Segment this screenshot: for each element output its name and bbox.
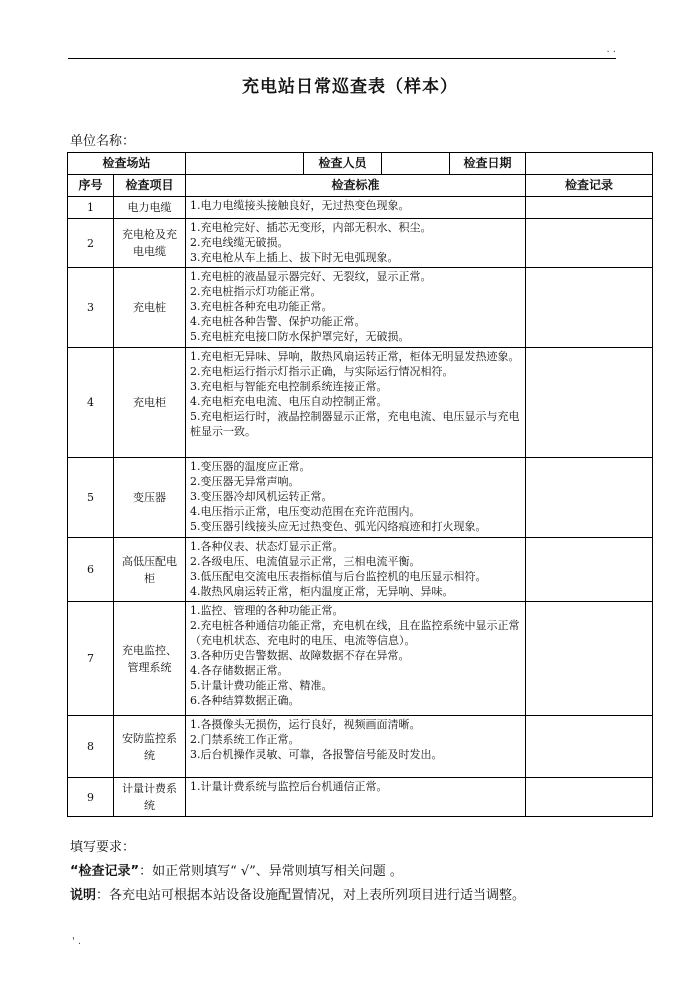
row-number: 1 (68, 197, 114, 219)
row-standards (186, 458, 526, 538)
standard-line: 4.各存储数据正常。 (190, 664, 289, 677)
row-number: 8 (68, 716, 114, 778)
standard-line: 3.各种历史告警数据、故障数据不存在异常。 (190, 649, 410, 662)
row-item: 计量计费系统 (114, 778, 186, 817)
row-number: 5 (68, 458, 114, 538)
row-number: 9 (68, 778, 114, 817)
row-standards (186, 197, 526, 219)
date-value-cell[interactable] (526, 153, 653, 175)
table-row (68, 716, 653, 778)
header-record: 检查记录 (526, 175, 653, 197)
row-standards (186, 538, 526, 602)
table-row (68, 197, 653, 219)
row-standards (186, 602, 526, 716)
header-standard: 检查标准 (186, 175, 526, 197)
record-text: ：如正常则填写“ √”、异常则填写相关问题 。 (139, 864, 403, 879)
inspector-value-cell[interactable] (382, 153, 450, 175)
row-record-cell[interactable] (526, 602, 653, 716)
standard-line: 2.门禁系统工作正常。 (190, 733, 300, 746)
row-number: 2 (68, 219, 114, 268)
header-row (68, 175, 653, 197)
page-title: 充电站日常巡查表（样本） (242, 77, 458, 97)
table-row (68, 458, 653, 538)
standard-line: 5.充电柜运行时，液晶控制器显示正常，充电电流、电压显示与充电桩显示一致。 (190, 410, 520, 438)
row-item: 高低压配电柜 (114, 538, 186, 602)
standard-line: 3.充电枪从车上插上、拔下时无电弧现象。 (190, 251, 399, 264)
standard-line: 3.充电桩各种充电功能正常。 (190, 300, 333, 313)
header-rule (68, 58, 616, 59)
standard-line: 1.监控、管理的各种功能正常。 (190, 604, 344, 617)
standard-line: 4.散热风扇运转正常，柜内温度正常，无异响、异味。 (190, 585, 454, 598)
row-standards (186, 348, 526, 458)
standard-line: 1.各种仪表、状态灯显示正常。 (190, 540, 344, 553)
table-row (68, 348, 653, 458)
site-label: 检查场站 (68, 153, 186, 175)
footer-explanation (70, 884, 525, 903)
inspection-table (67, 152, 653, 817)
table-row (68, 778, 653, 817)
standard-line: 1.充电桩的液晶显示器完好、无裂纹，显示正常。 (190, 270, 432, 283)
row-standards (186, 716, 526, 778)
row-item: 充电枪及充电电缆 (114, 219, 186, 268)
standard-line: 1.计量计费系统与监控后台机通信正常。 (190, 780, 388, 793)
standard-line: 1.各摄像头无损伤，运行良好，视频画面清晰。 (190, 718, 421, 731)
date-label: 检查日期 (450, 153, 526, 175)
note-label: 说明 (70, 888, 97, 903)
standard-line: 5.充电桩充电接口防水保护罩完好，无破损。 (190, 330, 410, 343)
standard-line: 2.充电柜运行指示灯指示正确，与实际运行情况相符。 (190, 365, 454, 378)
row-number: 4 (68, 348, 114, 458)
standard-line: 1.充电柜无异味、异响，散热风扇运转正常，柜体无明显发热迹象。 (190, 350, 520, 363)
table-row (68, 602, 653, 716)
row-item: 充电监控、管理系统 (114, 602, 186, 716)
inspector-label: 检查人员 (304, 153, 382, 175)
standard-line: 4.充电柜充电电流、电压自动控制正常。 (190, 395, 388, 408)
row-record-cell[interactable] (526, 716, 653, 778)
standard-line: 5.计量计费功能正常、精准。 (190, 679, 333, 692)
standard-line: 4.电压指示正常，电压变动范围在充许范围内。 (190, 505, 421, 518)
row-item: 电力电缆 (114, 197, 186, 219)
standard-line: 2.变压器无异常声响。 (190, 475, 300, 488)
standard-line: 3.低压配电交流电压表指标值与后台监控机的电压显示相符。 (190, 570, 487, 583)
row-item: 安防监控系统 (114, 716, 186, 778)
standard-line: 1.充电枪完好、插芯无变形，内部无积水、积尘。 (190, 221, 432, 234)
footer-record-note (70, 860, 403, 879)
standard-line: 2.各级电压、电流值显示正常，三相电流平衡。 (190, 555, 421, 568)
header-no: 序号 (68, 175, 114, 197)
standard-line: 1.电力电缆接头接触良好，无过热变色现象。 (190, 199, 410, 212)
row-standards (186, 778, 526, 817)
row-item: 充电桩 (114, 268, 186, 348)
standard-line: 3.后台机操作灵敏、可靠，各报警信号能及时发出。 (190, 748, 443, 761)
standard-line: 2.充电桩指示灯功能正常。 (190, 285, 322, 298)
row-number: 7 (68, 602, 114, 716)
standard-line: 2.充电桩各种通信功能正常，充电机在线，且在监控系统中显示正常（充电机状态、充电时的电压、电流等信息）。 (190, 619, 520, 647)
standard-line: 6.各种结算数据正确。 (190, 694, 300, 707)
standard-line: 3.充电柜与智能充电控制系统连接正常。 (190, 380, 388, 393)
row-record-cell[interactable] (526, 778, 653, 817)
footer-title: 填写要求： (70, 840, 136, 855)
row-number: 6 (68, 538, 114, 602)
site-value-cell[interactable] (186, 153, 304, 175)
row-record-cell[interactable] (526, 348, 653, 458)
row-item: 变压器 (114, 458, 186, 538)
table-row (68, 538, 653, 602)
row-record-cell[interactable] (526, 197, 653, 219)
standard-line: 5.变压器引线接头应无过热变色、弧光闪络痕迹和打火现象。 (190, 520, 487, 533)
note-text: ：各充电站可根据本站设备设施配置情况，对上表所列项目进行适当调整。 (96, 888, 526, 903)
row-record-cell[interactable] (526, 219, 653, 268)
row-record-cell[interactable] (526, 458, 653, 538)
row-standards (186, 219, 526, 268)
record-label: “检查记录” (70, 864, 140, 879)
info-row (68, 153, 653, 175)
row-standards (186, 268, 526, 348)
standard-line: 4.充电桩各种告警、保护功能正常。 (190, 315, 366, 328)
corner-bottom-mark: ' . (72, 936, 82, 947)
standard-line: 2.充电线缆无破损。 (190, 236, 289, 249)
corner-top-mark: . . (606, 44, 616, 55)
row-record-cell[interactable] (526, 268, 653, 348)
unit-name-label: 单位名称： (70, 134, 136, 149)
standard-line: 3.变压器冷却风机运转正常。 (190, 490, 333, 503)
table-row (68, 268, 653, 348)
header-item: 检查项目 (114, 175, 186, 197)
row-record-cell[interactable] (526, 538, 653, 602)
row-number: 3 (68, 268, 114, 348)
standard-line: 1.变压器的温度应正常。 (190, 460, 311, 473)
row-item: 充电柜 (114, 348, 186, 458)
table-row (68, 219, 653, 268)
table-body (68, 197, 653, 817)
